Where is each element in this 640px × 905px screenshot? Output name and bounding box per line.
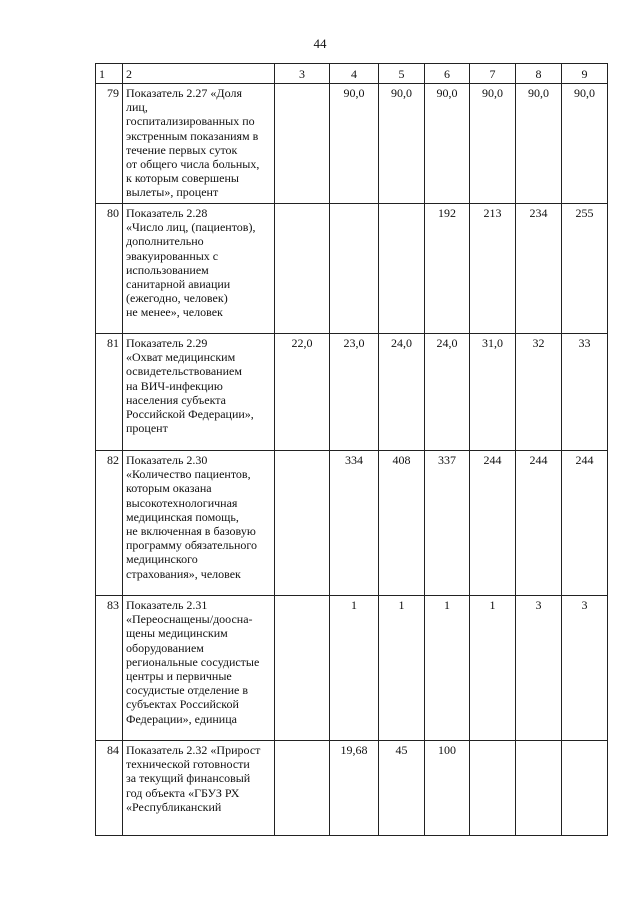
value-cell-col8 [516, 741, 562, 836]
value-cell-col9: 90,0 [562, 84, 608, 204]
description-line: щены медицинским [126, 626, 228, 641]
table-row [96, 451, 608, 596]
description-line: госпитализированных по [126, 114, 255, 129]
col-header: 5 [379, 64, 425, 84]
value-cell-col4: 90,0 [330, 84, 379, 204]
value-cell-col8: 244 [516, 451, 562, 596]
description-line: «Охват медицинским [126, 350, 236, 365]
description-line: год объекта «ГБУЗ РХ [126, 785, 240, 800]
row-number: 82 [96, 451, 123, 596]
value-cell-col8: 32 [516, 334, 562, 451]
value-cell-col9: 244 [562, 451, 608, 596]
value-cell-col8: 234 [516, 204, 562, 334]
col-header: 2 [123, 64, 275, 84]
indicator-description [123, 84, 275, 204]
description-line: лиц, [126, 100, 148, 115]
description-line: на ВИЧ-инфекцию [126, 378, 223, 393]
col-header: 9 [562, 64, 608, 84]
description-line: медицинского [126, 552, 198, 567]
indicator-table [95, 63, 608, 836]
indicator-description [123, 204, 275, 334]
description-line: сосудистые отделение в [126, 683, 249, 698]
indicator-description [123, 596, 275, 741]
description-line: страхования», человек [126, 566, 241, 581]
value-cell-col3 [275, 596, 330, 741]
value-cell-col6: 100 [425, 741, 470, 836]
value-cell-col9: 255 [562, 204, 608, 334]
value-cell-col3 [275, 451, 330, 596]
description-line: Показатель 2.29 [126, 336, 208, 350]
description-line: от общего числа больных, [126, 157, 260, 172]
description-line: освидетельствованием [126, 364, 242, 379]
table-row [96, 596, 608, 741]
description-line: оборудованием [126, 640, 204, 655]
value-cell-col5 [379, 204, 425, 334]
row-number: 79 [96, 84, 123, 204]
value-cell-col9 [562, 741, 608, 836]
description-line: Российской Федерации», [126, 407, 254, 422]
indicator-description [123, 451, 275, 596]
page-number: 44 [313, 36, 327, 51]
value-cell-col7: 1 [470, 596, 516, 741]
description-line: не включенная в базовую [126, 524, 256, 539]
value-cell-col7: 244 [470, 451, 516, 596]
value-cell-col7: 90,0 [470, 84, 516, 204]
value-cell-col8: 90,0 [516, 84, 562, 204]
col-header: 8 [516, 64, 562, 84]
description-line: санитарной авиации [126, 277, 231, 292]
col-header: 1 [96, 64, 123, 84]
description-line: высокотехнологичная [126, 495, 238, 510]
value-cell-col6: 192 [425, 204, 470, 334]
description-line: «Число лиц, (пациентов), [126, 220, 256, 235]
value-cell-col7: 31,0 [470, 334, 516, 451]
value-cell-col3 [275, 204, 330, 334]
description-line: «Переоснащены/дооснa- [126, 612, 253, 627]
description-line: региональные сосудистые [126, 654, 260, 669]
value-cell-col9: 33 [562, 334, 608, 451]
value-cell-col5: 24,0 [379, 334, 425, 451]
description-line: экстренным показаниям в [126, 128, 259, 143]
table-row [96, 741, 608, 836]
value-cell-col7: 213 [470, 204, 516, 334]
description-line: центры и первичные [126, 669, 232, 684]
value-cell-col9: 3 [562, 596, 608, 741]
description-line: вылеты», процент [126, 185, 219, 200]
row-number: 81 [96, 334, 123, 451]
value-cell-col5: 1 [379, 596, 425, 741]
description-line: «Количество пациентов, [126, 467, 251, 482]
row-number: 83 [96, 596, 123, 741]
value-cell-col6: 337 [425, 451, 470, 596]
col-header: 3 [275, 64, 330, 84]
description-line: Федерации», единица [126, 711, 237, 726]
description-line: течение первых суток [126, 142, 238, 157]
indicator-description [123, 334, 275, 451]
description-line: субъектах Российской [126, 697, 239, 712]
indicator-description [123, 741, 275, 836]
value-cell-col6: 1 [425, 596, 470, 741]
value-cell-col5: 90,0 [379, 84, 425, 204]
value-cell-col4 [330, 204, 379, 334]
description-line: эвакуированных с [126, 248, 219, 263]
description-line: населения субъекта [126, 392, 226, 407]
description-line: Показатель 2.27 «Доля [126, 86, 242, 100]
table-row [96, 204, 608, 334]
description-line: к которым совершены [126, 171, 239, 186]
description-line: дополнительно [126, 234, 204, 249]
description-line: программу обязательного [126, 538, 258, 553]
value-cell-col4: 334 [330, 451, 379, 596]
value-cell-col4: 23,0 [330, 334, 379, 451]
description-line: Показатель 2.28 [126, 206, 208, 220]
value-cell-col3 [275, 741, 330, 836]
description-line: «Республиканский [126, 799, 222, 814]
description-line: которым оказана [126, 481, 212, 496]
description-line: Показатель 2.30 [126, 453, 208, 467]
description-line: процент [126, 421, 168, 436]
value-cell-col5: 45 [379, 741, 425, 836]
row-number: 84 [96, 741, 123, 836]
description-line: Показатель 2.31 [126, 598, 208, 612]
value-cell-col8: 3 [516, 596, 562, 741]
value-cell-col5: 408 [379, 451, 425, 596]
row-number: 80 [96, 204, 123, 334]
col-header: 7 [470, 64, 516, 84]
description-line: использованием [126, 262, 209, 277]
description-line: за текущий финансовый [126, 771, 251, 786]
description-line: не менее», человек [126, 305, 223, 320]
description-line: (ежегодно, человек) [126, 291, 228, 306]
col-header: 6 [425, 64, 470, 84]
value-cell-col4: 1 [330, 596, 379, 741]
col-header: 4 [330, 64, 379, 84]
description-line: медицинская помощь, [126, 509, 239, 524]
value-cell-col7 [470, 741, 516, 836]
description-line: Показатель 2.32 «Прирост [126, 743, 261, 757]
header-row [96, 64, 608, 84]
value-cell-col3: 22,0 [275, 334, 330, 451]
table-body [96, 64, 608, 836]
description-line: технической готовности [126, 757, 250, 772]
value-cell-col3 [275, 84, 330, 204]
table-row [96, 334, 608, 451]
table-row [96, 84, 608, 204]
value-cell-col6: 24,0 [425, 334, 470, 451]
value-cell-col6: 90,0 [425, 84, 470, 204]
value-cell-col4: 19,68 [330, 741, 379, 836]
